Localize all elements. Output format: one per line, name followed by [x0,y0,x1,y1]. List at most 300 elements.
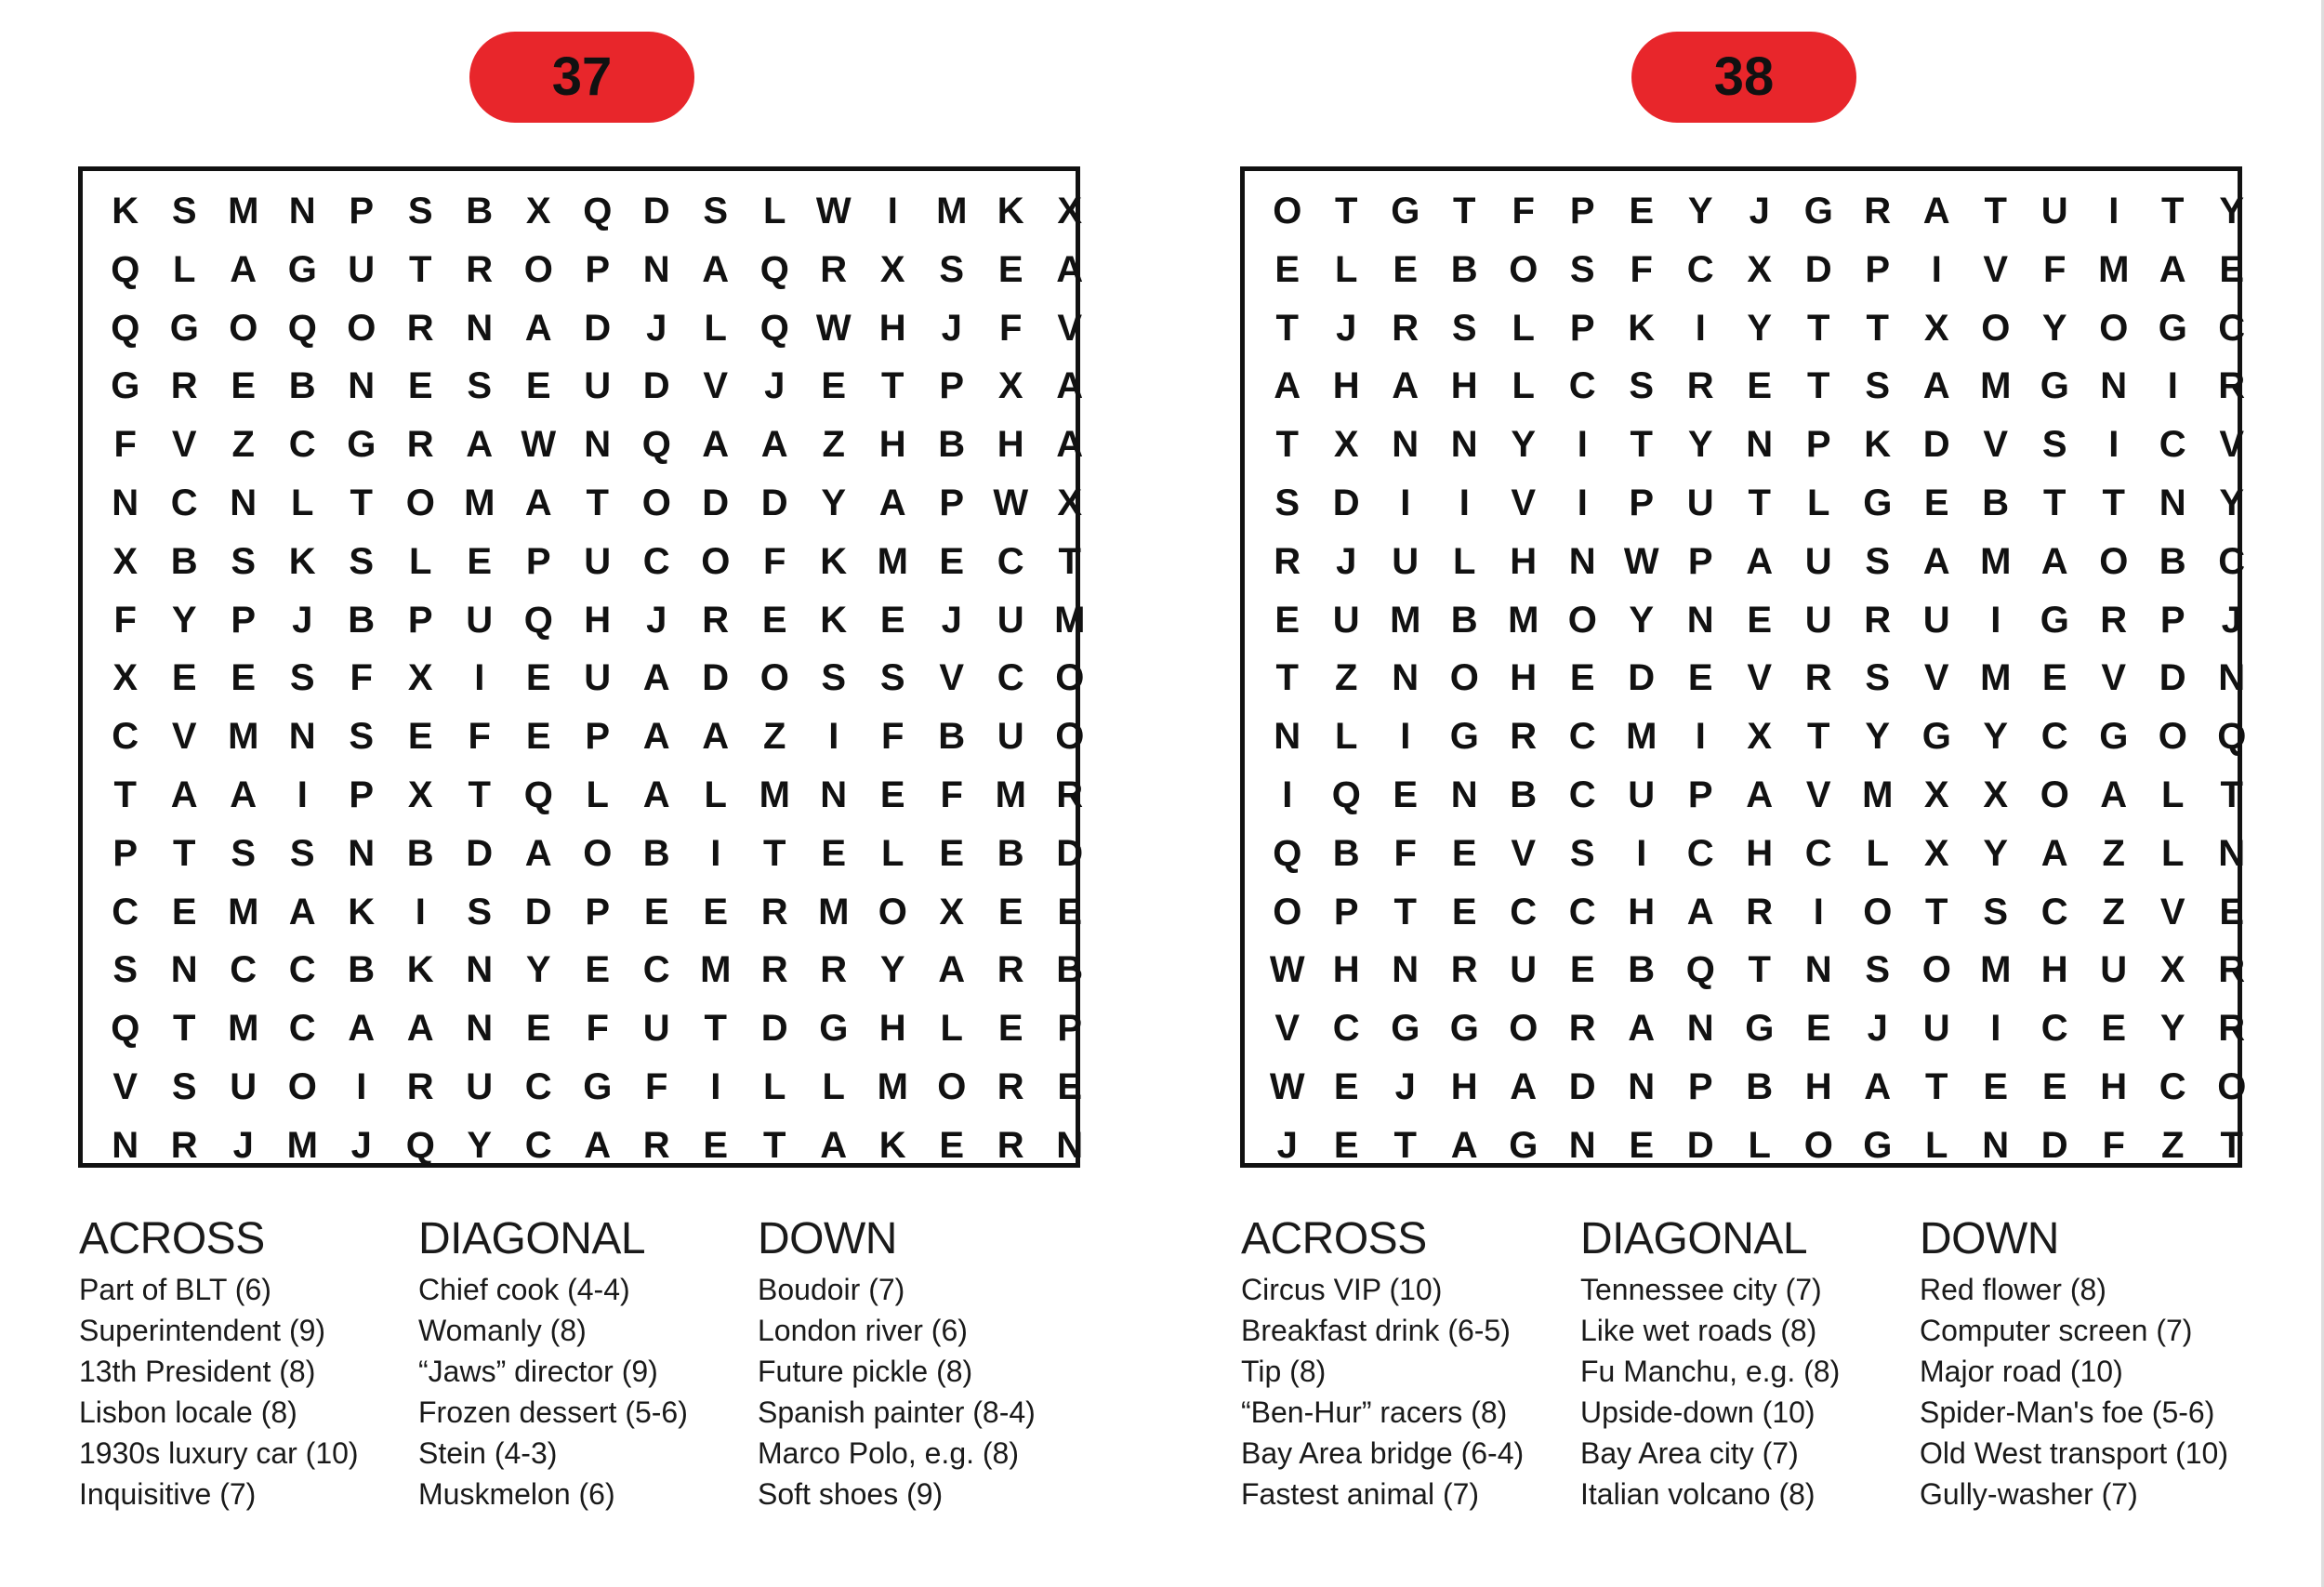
grid-letter[interactable]: K [820,599,848,641]
grid-letter[interactable]: U [230,1065,257,1107]
grid-letter[interactable]: C [642,540,670,582]
grid-letter[interactable]: I [1400,716,1411,758]
grid-letter[interactable]: C [997,657,1024,699]
grid-letter[interactable]: N [288,716,316,758]
grid-letter[interactable]: T [2102,482,2125,523]
grid-letter[interactable]: H [878,1008,906,1050]
grid-letter[interactable]: E [1393,248,1419,290]
grid-letter[interactable]: S [231,832,257,874]
grid-letter[interactable]: I [415,891,426,932]
grid-letter[interactable]: M [1508,599,1539,641]
grid-letter[interactable]: C [112,891,139,932]
grid-letter[interactable]: J [1394,1065,1416,1107]
grid-letter[interactable]: R [170,365,198,407]
grid-letter[interactable]: G [819,1008,849,1050]
grid-letter[interactable]: T [1335,191,1358,231]
grid-letter[interactable]: S [171,191,197,231]
grid-letter[interactable]: A [1686,891,1714,932]
grid-letter[interactable]: G [1391,191,1420,231]
grid-letter[interactable]: P [1057,1008,1083,1050]
grid-letter[interactable]: Y [2159,1008,2185,1050]
grid-letter[interactable]: A [1628,1008,1656,1050]
grid-letter[interactable]: S [171,1065,197,1107]
grid-letter[interactable]: T [1984,191,2007,231]
grid-letter[interactable]: T [1925,1065,1948,1107]
grid-letter[interactable]: C [2159,424,2186,466]
grid-letter[interactable]: G [169,307,199,349]
grid-letter[interactable]: C [2218,540,2246,582]
grid-letter[interactable]: J [350,1124,372,1166]
grid-letter[interactable]: S [289,832,315,874]
grid-letter[interactable]: H [2100,1065,2128,1107]
grid-letter[interactable]: N [112,482,139,523]
grid-letter[interactable]: M [286,1124,318,1166]
grid-letter[interactable]: D [702,657,730,699]
grid-letter[interactable]: Q [583,191,613,231]
grid-letter[interactable]: V [1511,482,1537,523]
grid-letter[interactable]: E [525,365,551,407]
grid-letter[interactable]: J [232,1124,254,1166]
grid-letter[interactable]: V [2159,891,2185,932]
grid-letter[interactable]: M [936,191,968,231]
grid-letter[interactable]: E [1629,191,1655,231]
grid-letter[interactable]: U [1392,540,1419,582]
grid-letter[interactable]: E [1569,657,1595,699]
grid-letter[interactable]: E [525,1008,551,1050]
grid-letter[interactable]: E [2219,891,2245,932]
grid-letter[interactable]: O [1055,716,1085,758]
grid-letter[interactable]: F [2102,1124,2125,1166]
grid-letter[interactable]: E [761,599,787,641]
grid-letter[interactable]: K [406,949,434,991]
grid-letter[interactable]: T [350,482,373,523]
grid-letter[interactable]: U [2040,191,2068,231]
grid-letter[interactable]: C [1568,716,1596,758]
grid-letter[interactable]: E [1687,657,1713,699]
grid-letter[interactable]: N [1392,424,1419,466]
grid-letter[interactable]: X [112,657,139,699]
grid-letter[interactable]: N [1804,949,1832,991]
grid-letter[interactable]: S [1865,657,1891,699]
grid-letter[interactable]: T [1058,540,1081,582]
grid-letter[interactable]: Q [523,599,553,641]
grid-letter[interactable]: U [1332,599,1360,641]
grid-letter[interactable]: Q [523,774,553,815]
grid-letter[interactable]: N [1628,1065,1656,1107]
grid-letter[interactable]: M [1862,774,1894,815]
grid-letter[interactable]: T [2220,1124,2243,1166]
grid-letter[interactable]: Q [111,248,140,290]
grid-letter[interactable]: A [230,774,257,815]
grid-letter[interactable]: M [1980,365,2012,407]
grid-letter[interactable]: A [1922,191,1950,231]
grid-letter[interactable]: J [941,307,962,349]
grid-letter[interactable]: D [1922,424,1950,466]
grid-letter[interactable]: H [1510,540,1538,582]
grid-letter[interactable]: T [1807,365,1830,407]
grid-letter[interactable]: A [524,482,552,523]
grid-letter[interactable]: Z [2161,1124,2185,1166]
grid-letter[interactable]: N [112,1124,139,1166]
grid-letter[interactable]: A [2159,248,2186,290]
grid-letter[interactable]: I [1282,774,1293,815]
grid-letter[interactable]: O [405,482,435,523]
grid-letter[interactable]: W [1623,540,1659,582]
grid-letter[interactable]: P [349,774,375,815]
grid-letter[interactable]: M [228,1008,259,1050]
grid-letter[interactable]: G [287,248,317,290]
grid-letter[interactable]: S [2041,424,2067,466]
grid-letter[interactable]: N [820,774,848,815]
grid-letter[interactable]: O [641,482,671,523]
grid-letter[interactable]: O [1921,949,1951,991]
grid-letter[interactable]: P [1569,307,1595,349]
grid-letter[interactable]: R [2218,1008,2246,1050]
grid-letter[interactable]: A [406,1008,434,1050]
grid-letter[interactable]: D [642,191,670,231]
grid-letter[interactable]: Y [171,599,197,641]
grid-letter[interactable]: N [1686,599,1714,641]
grid-letter[interactable]: V [1983,248,2009,290]
grid-letter[interactable]: S [1451,307,1477,349]
grid-letter[interactable]: E [1747,365,1773,407]
grid-letter[interactable]: S [939,248,965,290]
grid-letter[interactable]: T [113,774,137,815]
grid-letter[interactable]: M [1980,540,2012,582]
grid-letter[interactable]: B [288,365,316,407]
grid-letter[interactable]: C [2040,1008,2068,1050]
grid-letter[interactable]: M [877,540,908,582]
grid-letter[interactable]: D [702,482,730,523]
grid-letter[interactable]: M [759,774,790,815]
grid-letter[interactable]: T [2161,191,2185,231]
grid-letter[interactable]: U [348,248,376,290]
grid-letter[interactable]: N [1274,716,1301,758]
grid-letter[interactable]: X [1057,482,1083,523]
grid-letter[interactable]: D [1804,248,1832,290]
grid-letter[interactable]: H [2040,949,2068,991]
grid-letter[interactable]: G [1863,1124,1893,1166]
grid-letter[interactable]: O [2099,307,2129,349]
grid-letter[interactable]: Y [1687,424,1713,466]
grid-letter[interactable]: A [642,716,670,758]
grid-letter[interactable]: R [702,599,730,641]
grid-letter[interactable]: E [879,774,905,815]
grid-letter[interactable]: H [878,424,906,466]
grid-letter[interactable]: N [1746,424,1774,466]
grid-letter[interactable]: M [228,716,259,758]
grid-letter[interactable]: X [407,657,433,699]
grid-letter[interactable]: I [1931,248,1942,290]
grid-letter[interactable]: Q [1685,949,1715,991]
grid-letter[interactable]: Q [1273,832,1302,874]
grid-letter[interactable]: A [524,307,552,349]
grid-letter[interactable]: O [2040,774,2069,815]
grid-letter[interactable]: E [525,657,551,699]
grid-letter[interactable]: Q [2217,716,2247,758]
grid-letter[interactable]: I [710,832,721,874]
grid-letter[interactable]: U [1804,599,1832,641]
grid-letter[interactable]: Y [1511,424,1537,466]
grid-letter[interactable]: S [349,716,375,758]
grid-letter[interactable]: C [524,1124,552,1166]
grid-letter[interactable]: R [2100,599,2128,641]
grid-letter[interactable]: B [642,832,670,874]
grid-letter[interactable]: Z [1335,657,1358,699]
grid-letter[interactable]: I [887,191,898,231]
grid-letter[interactable]: Z [231,424,255,466]
grid-letter[interactable]: P [939,482,965,523]
grid-letter[interactable]: X [407,774,433,815]
grid-letter[interactable]: M [228,891,259,932]
grid-letter[interactable]: J [1749,191,1770,231]
grid-letter[interactable]: Y [879,949,905,991]
grid-letter[interactable]: L [1335,716,1358,758]
grid-letter[interactable]: E [1333,1124,1359,1166]
grid-letter[interactable]: F [586,1008,609,1050]
grid-letter[interactable]: Y [1983,716,2009,758]
grid-letter[interactable]: U [2100,949,2128,991]
grid-letter[interactable]: N [2218,657,2246,699]
grid-letter[interactable]: X [997,365,1023,407]
grid-letter[interactable]: O [1509,248,1538,290]
grid-letter[interactable]: G [1803,191,1833,231]
grid-letter[interactable]: L [1335,248,1358,290]
grid-letter[interactable]: C [288,949,316,991]
grid-letter[interactable]: G [1745,1008,1775,1050]
grid-letter[interactable]: G [347,424,376,466]
grid-letter[interactable]: V [2219,424,2245,466]
grid-letter[interactable]: L [704,774,727,815]
grid-letter[interactable]: A [642,774,670,815]
grid-letter[interactable]: F [1630,248,1653,290]
grid-letter[interactable]: P [1687,540,1713,582]
grid-letter[interactable]: C [1686,832,1714,874]
grid-letter[interactable]: O [287,1065,317,1107]
grid-letter[interactable]: J [1276,1124,1298,1166]
grid-letter[interactable]: H [1332,365,1360,407]
grid-letter[interactable]: O [229,307,258,349]
grid-letter[interactable]: C [230,949,257,991]
grid-letter[interactable]: I [1577,482,1588,523]
grid-letter[interactable]: M [1980,949,2012,991]
grid-letter[interactable]: C [1568,774,1596,815]
grid-letter[interactable]: X [112,540,139,582]
grid-letter[interactable]: E [643,891,669,932]
grid-letter[interactable]: G [1449,716,1479,758]
grid-letter[interactable]: B [938,716,966,758]
grid-letter[interactable]: M [464,482,495,523]
grid-letter[interactable]: P [585,248,611,290]
grid-letter[interactable]: M [818,891,850,932]
grid-letter[interactable]: X [939,891,965,932]
grid-letter[interactable]: K [1864,424,1892,466]
grid-letter[interactable]: Y [525,949,551,991]
grid-letter[interactable]: A [2100,774,2128,815]
grid-letter[interactable]: M [995,774,1026,815]
grid-letter[interactable]: F [350,657,373,699]
grid-letter[interactable]: O [1803,1124,1833,1166]
grid-letter[interactable]: S [1865,365,1891,407]
grid-letter[interactable]: I [1577,424,1588,466]
grid-letter[interactable]: C [2218,307,2246,349]
grid-letter[interactable]: C [170,482,198,523]
grid-letter[interactable]: V [1747,657,1773,699]
grid-letter[interactable]: T [468,774,491,815]
grid-letter[interactable]: R [466,248,494,290]
grid-letter[interactable]: T [704,1008,727,1050]
grid-letter[interactable]: L [822,1065,845,1107]
grid-letter[interactable]: V [2101,657,2127,699]
grid-letter[interactable]: G [2040,599,2069,641]
grid-letter[interactable]: H [1510,657,1538,699]
grid-letter[interactable]: S [1569,248,1595,290]
grid-letter[interactable]: C [1686,248,1714,290]
grid-letter[interactable]: A [1746,540,1774,582]
grid-letter[interactable]: E [997,248,1023,290]
grid-letter[interactable]: N [1982,1124,2010,1166]
grid-letter[interactable]: C [1804,832,1832,874]
grid-letter[interactable]: L [1512,365,1535,407]
grid-letter[interactable]: X [1333,424,1359,466]
grid-letter[interactable]: E [231,365,257,407]
grid-letter[interactable]: U [1922,1008,1950,1050]
grid-letter[interactable]: L [881,832,905,874]
grid-letter[interactable]: P [1805,424,1831,466]
grid-letter[interactable]: G [2040,365,2069,407]
grid-letter[interactable]: H [1804,1065,1832,1107]
grid-letter[interactable]: P [349,191,375,231]
grid-letter[interactable]: J [2221,599,2242,641]
grid-letter[interactable]: A [642,657,670,699]
grid-letter[interactable]: R [1568,1008,1596,1050]
grid-letter[interactable]: O [2099,540,2129,582]
grid-letter[interactable]: X [1057,191,1083,231]
grid-letter[interactable]: A [1746,774,1774,815]
grid-letter[interactable]: T [409,248,432,290]
grid-letter[interactable]: X [2159,949,2185,991]
grid-letter[interactable]: S [821,657,847,699]
grid-letter[interactable]: B [2159,540,2186,582]
grid-letter[interactable]: K [997,191,1024,231]
grid-letter[interactable]: Y [2219,482,2245,523]
grid-letter[interactable]: C [112,716,139,758]
grid-letter[interactable]: F [468,716,491,758]
grid-letter[interactable]: I [2108,191,2119,231]
grid-letter[interactable]: I [2108,424,2119,466]
grid-letter[interactable]: A [1056,365,1084,407]
grid-letter[interactable]: S [467,891,493,932]
grid-letter[interactable]: R [1056,774,1084,815]
grid-letter[interactable]: H [878,307,906,349]
grid-letter[interactable]: F [1393,832,1417,874]
grid-letter[interactable]: C [1510,891,1538,932]
grid-letter[interactable]: L [586,774,609,815]
grid-letter[interactable]: A [878,482,906,523]
grid-letter[interactable]: I [297,774,308,815]
grid-letter[interactable]: U [642,1008,670,1050]
grid-letter[interactable]: O [583,832,613,874]
grid-letter[interactable]: P [1333,891,1359,932]
grid-letter[interactable]: T [1807,716,1830,758]
grid-letter[interactable]: T [1807,307,1830,349]
grid-letter[interactable]: G [2158,307,2187,349]
grid-letter[interactable]: B [1746,1065,1774,1107]
grid-letter[interactable]: P [407,599,433,641]
grid-letter[interactable]: O [1863,891,1893,932]
grid-letter[interactable]: N [2100,365,2128,407]
grid-letter[interactable]: L [291,482,314,523]
grid-letter[interactable]: G [1509,1124,1538,1166]
grid-letter[interactable]: E [467,540,493,582]
grid-letter[interactable]: R [1274,540,1301,582]
grid-letter[interactable]: W [815,191,852,231]
grid-letter[interactable]: D [2040,1124,2068,1166]
grid-letter[interactable]: R [1864,191,1892,231]
grid-letter[interactable]: G [583,1065,613,1107]
grid-letter[interactable]: H [1450,1065,1478,1107]
grid-letter[interactable]: V [112,1065,139,1107]
grid-letter[interactable]: B [938,424,966,466]
grid-letter[interactable]: I [1990,1008,2001,1050]
grid-letter[interactable]: P [1865,248,1891,290]
grid-letter[interactable]: O [523,248,553,290]
grid-letter[interactable]: E [171,891,197,932]
grid-letter[interactable]: U [584,365,612,407]
grid-letter[interactable]: X [1923,774,1949,815]
grid-letter[interactable]: D [760,1008,788,1050]
grid-letter[interactable]: R [1864,599,1892,641]
grid-letter[interactable]: I [1695,716,1706,758]
grid-letter[interactable]: D [524,891,552,932]
grid-letter[interactable]: B [997,832,1024,874]
grid-letter[interactable]: A [2040,832,2068,874]
grid-letter[interactable]: D [1056,832,1084,874]
grid-letter[interactable]: Q [111,1008,140,1050]
grid-letter[interactable]: C [1332,1008,1360,1050]
grid-letter[interactable]: F [1512,191,1535,231]
grid-letter[interactable]: I [356,1065,367,1107]
grid-letter[interactable]: L [1748,1124,1771,1166]
grid-letter[interactable]: A [938,949,966,991]
grid-letter[interactable]: X [525,191,551,231]
grid-letter[interactable]: R [406,1065,434,1107]
grid-letter[interactable]: V [171,424,197,466]
grid-letter[interactable]: S [1865,540,1891,582]
grid-letter[interactable]: T [1748,949,1771,991]
grid-letter[interactable]: E [821,832,847,874]
grid-letter[interactable]: H [1746,832,1774,874]
grid-letter[interactable]: E [2041,1065,2067,1107]
grid-letter[interactable]: A [1864,1065,1892,1107]
grid-letter[interactable]: Q [641,424,671,466]
grid-letter[interactable]: E [2101,1008,2127,1050]
grid-letter[interactable]: L [940,1008,963,1050]
grid-letter[interactable]: B [348,599,376,641]
grid-letter[interactable]: O [1055,657,1085,699]
grid-letter[interactable]: F [113,599,137,641]
grid-letter[interactable]: P [1569,191,1595,231]
grid-letter[interactable]: T [2220,774,2243,815]
grid-letter[interactable]: N [1568,540,1596,582]
grid-letter[interactable]: B [1628,949,1656,991]
grid-letter[interactable]: V [1923,657,1949,699]
grid-letter[interactable]: T [1393,891,1417,932]
grid-letter[interactable]: P [1687,774,1713,815]
grid-letter[interactable]: E [1629,1124,1655,1166]
grid-letter[interactable]: A [288,891,316,932]
grid-letter[interactable]: R [406,307,434,349]
